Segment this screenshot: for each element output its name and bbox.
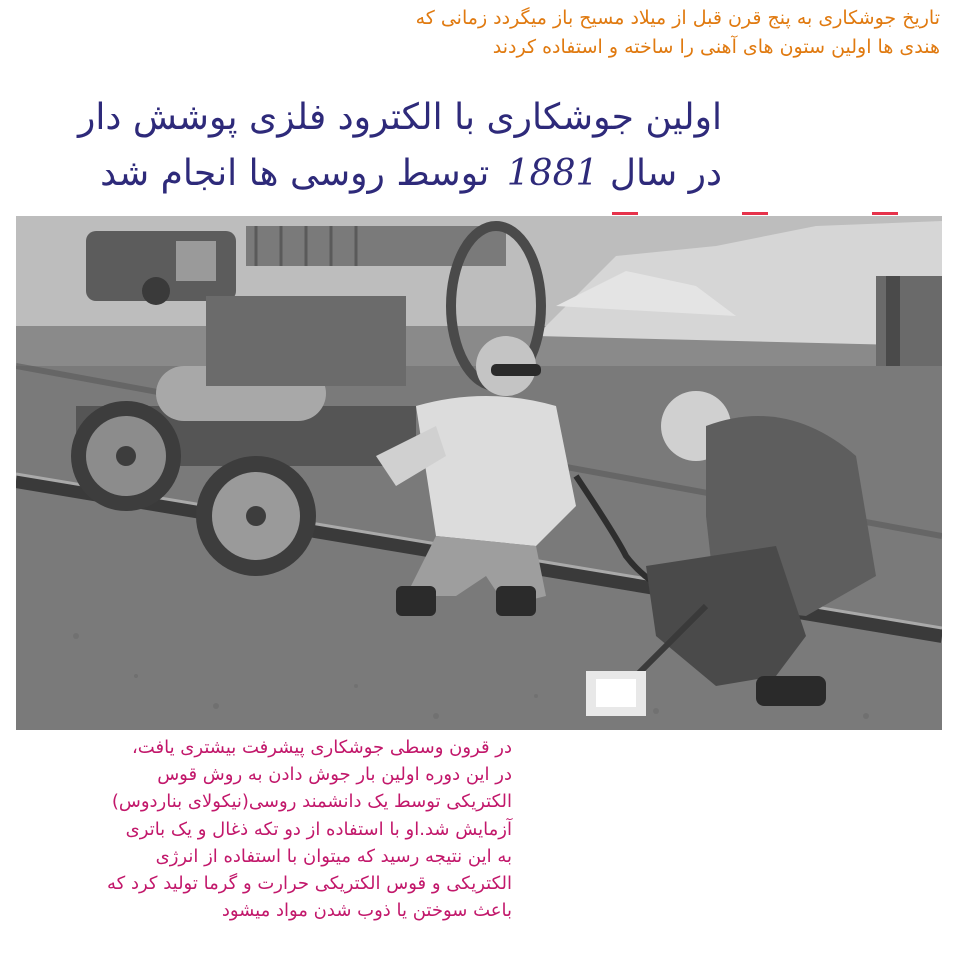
headline-line-2-suffix: توسط روسی ها انجام شد bbox=[100, 153, 490, 194]
headline bbox=[0, 90, 722, 202]
decorative-mark bbox=[742, 212, 768, 215]
paragraph-line-2: در این دوره اولین بار جوش دادن به روش قوس bbox=[157, 764, 512, 786]
paragraph-line-7: باعث سوختن یا ذوب شدن مواد میشود bbox=[221, 900, 512, 922]
paragraph-line-6: الکتریکی و قوس الکتریکی حرارت و گرما تولید کرد که bbox=[107, 873, 512, 895]
welders-photo bbox=[16, 216, 942, 730]
headline-line-2-prefix: در سال bbox=[609, 153, 722, 194]
decorative-mark bbox=[872, 212, 898, 215]
paragraph-line-1: در قرون وسطی جوشکاری پیشرفت بیشتری یافت، bbox=[132, 737, 512, 758]
decorative-mark bbox=[612, 212, 638, 215]
headline-line-1: اولین جوشکاری با الکترود فلزی پوشش دار bbox=[78, 97, 722, 138]
intro-note bbox=[0, 4, 940, 62]
headline-year: 1881 bbox=[506, 153, 599, 194]
intro-line-1: تاریخ جوشکاری به پنج قرن قبل از میلاد مسیح باز میگردد زمانی که bbox=[415, 7, 940, 29]
paragraph-line-3: الکتریکی توسط یک دانشمند روسی(نیکولای بناردوس) bbox=[111, 791, 512, 813]
intro-line-2: هندی ها اولین ستون های آهنی را ساخته و استفاده کردند bbox=[492, 36, 940, 58]
history-paragraph bbox=[0, 734, 512, 924]
paragraph-line-5: به این نتیجه رسید که میتوان با استفاده از انرژی bbox=[155, 845, 512, 867]
paragraph-line-4: آزمایش شد.او با استفاده از دو تکه ذغال و یک باتری bbox=[125, 818, 512, 840]
headline-line-2 bbox=[0, 146, 722, 202]
